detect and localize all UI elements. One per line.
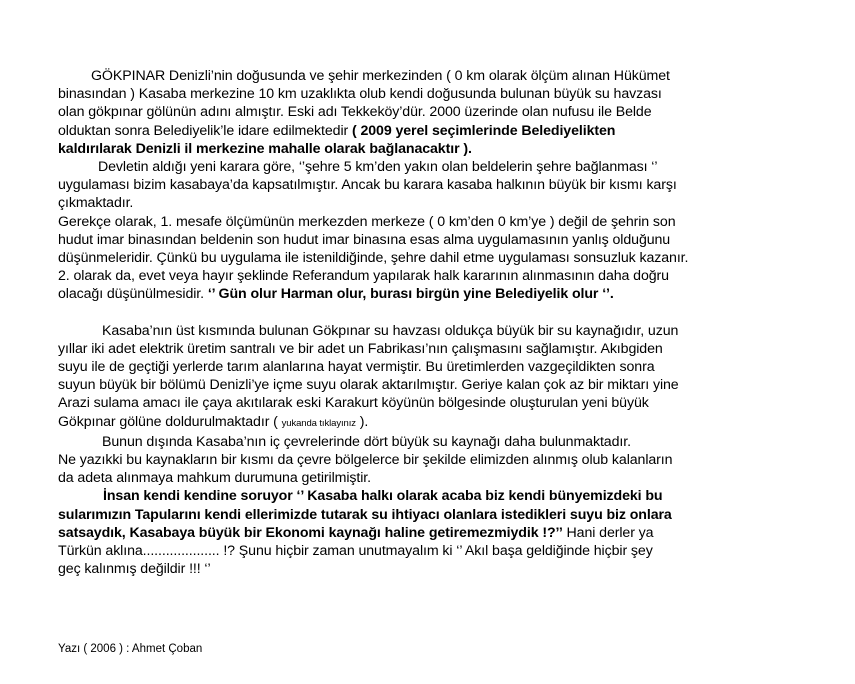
text-line — [58, 285, 828, 303]
text-line: Kasaba’nın üst kısmında bulunan Gökpınar su havzası oldukça büyük bir su kaynağıdır, uzun — [102, 322, 679, 339]
article-body — [58, 67, 828, 578]
paragraph-intro — [58, 67, 828, 158]
text-line: 2. olarak da, evet veya hayır şeklinde Referandum yapılarak halk kararının alınmasının daha doğru — [58, 268, 669, 285]
text-line: yıllar iki adet elektrik üretim santralı ve bir adet un Fabrikası’nın çalışmasını sağlamıştır. Akıbgiden — [58, 340, 663, 357]
text-line: Bunun dışında Kasaba’nın iç çevrelerinde dört büyük su kaynağı daha bulunmaktadır. — [102, 433, 631, 450]
text-line: olan gökpınar gölünün adını almıştır. Eski adı Tekkeköy’dür. 2000 üzerinde olan nufusu ile Belde — [58, 104, 652, 121]
text-line: Gerekçe olarak, 1. mesafe ölçümünün merkezden merkeze ( 0 km’den 0 km’ye ) değil de şehrin son — [58, 213, 676, 230]
text-line: da adeta alınmaya mahkum durumuna getirilmiştir. — [58, 470, 371, 487]
text-line: Devletin aldığı yeni karara göre, ‘’şehre 5 km’den yakın olan beldelerin şehre bağlanması ‘’ — [98, 159, 658, 176]
text-line: Türkün aklına.................... !? Şunu hiçbir zaman unutmayalım ki ‘’ Akıl başa geldiğinde hiçbir şey — [58, 543, 653, 560]
text-line — [58, 122, 828, 140]
text-line: GÖKPINAR Denizli’nin doğusunda ve şehir merkezinden ( 0 km olarak ölçüm alınan Hükümet — [91, 68, 670, 84]
text-line: çıkmaktadır. — [58, 195, 134, 212]
paragraph-reasons — [58, 213, 828, 304]
text-line: düşünmeleridir. Çünkü bu uygulama ile istenildiğinde, şehre dahil etme uygulaması sonsuzluk kazanır. — [58, 250, 689, 267]
text-line: kaldırılarak Denizli il merkezine mahalle olarak bağlanacaktır ). — [58, 140, 472, 157]
bold-text-run: satsaydık, Kasabaya büyük bir Ekonomi kaynağı haline getiremezmiydik !?’’ — [58, 524, 563, 541]
text-line: uygulaması bizim kasabaya’da kapsatılmıştır. Ancak bu karara kasaba halkının büyük bir kısmı karşı — [58, 177, 677, 194]
text-line — [58, 524, 828, 542]
paragraph-decision — [58, 158, 828, 213]
text-line: binasından ) Kasaba merkezine 10 km uzaklıkta olub kendi doğusunda bulunan büyük su havzası — [58, 86, 662, 103]
author-credit: Yazı ( 2006 ) : Ahmet Çoban — [58, 643, 203, 655]
text-line: sularımızın Tapularını kendi ellerimizde tutarak su ihtiyacı olanlara istedikleri suyu biz onlara — [58, 506, 672, 523]
text-line: suyun büyük bir bölümü Denizli’ye içme suyu olarak aktarılmıştır. Geriye kalan çok az bir miktarı yine — [58, 377, 679, 394]
text-line: Ne yazıkki bu kaynakların bir kısmı da çevre bölgelerce bir şekilde elimizden alınmış olub kalanların — [58, 452, 673, 469]
text-run: ). — [355, 413, 369, 430]
text-line: geç kalınmış değildir !!! ‘’ — [58, 561, 211, 578]
text-run: Gökpınar gölüne doldurulmaktadır ( — [58, 413, 282, 430]
text-run: olduktan sonra Belediyelik’le idare edilmektedir — [58, 122, 352, 139]
text-line: Arazi sulama amacı ile çaya akıtılarak eski Karakurt köyünün bölgesinde oluşturulan yeni büyük — [58, 395, 649, 412]
click-above-link[interactable]: yukanda tıklayınız — [281, 417, 356, 429]
text-run: Hani derler ya — [562, 524, 654, 541]
text-line — [58, 413, 828, 433]
paragraph-gap — [58, 304, 828, 322]
paragraph-question — [58, 487, 828, 578]
text-run: olacağı düşünülmesidir. — [58, 286, 208, 303]
text-line: hudut imar binasından beldenin son hudut imar binasına esas alma uygulamasının yanlış olduğunu — [58, 231, 671, 248]
paragraph-springs — [58, 433, 828, 488]
bold-text-run: ( 2009 yerel seçimlerinde Belediyelikten — [352, 122, 616, 139]
paragraph-water-basin — [58, 322, 828, 433]
bold-text-run: ‘’ Gün olur Harman olur, burası birgün yine Belediyelik olur ‘’. — [207, 286, 614, 303]
text-line: İnsan kendi kendine soruyor ‘’ Kasaba halkı olarak acaba biz kendi bünyemizdeki bu — [103, 488, 663, 505]
text-line: suyu ile de geçtiği yerlerde tarım alanlarına hayat vermiştir. Bu üretimlerden vazgeçildikten sonra — [58, 359, 655, 376]
